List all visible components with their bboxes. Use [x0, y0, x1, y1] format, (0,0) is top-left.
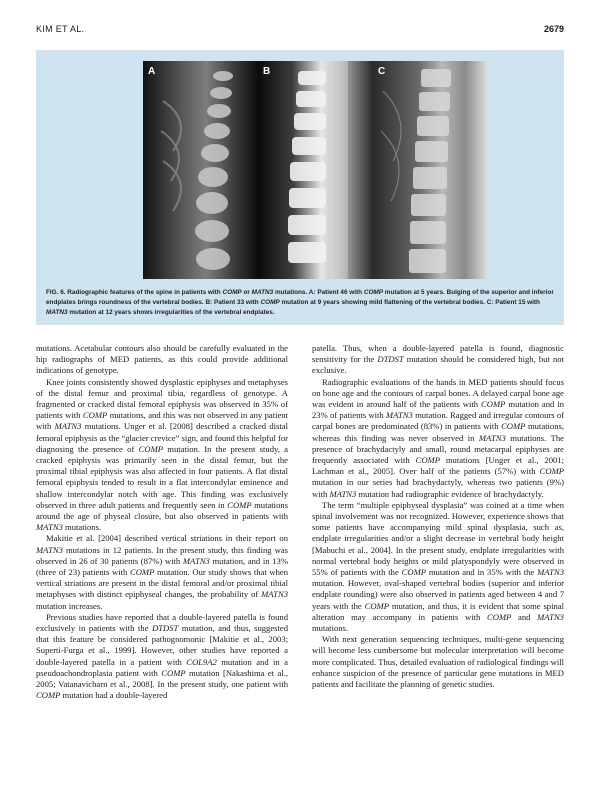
radiograph-panel-a: [143, 61, 258, 279]
text-run: mutations. The presence of brachydactyly and small, round metacarpal epiphyses are frequently associated with: [312, 432, 564, 466]
text-run: mutation at 5 years. Bulging of the superior and inferior endplates brings roundness of the vertebral bodies. B: Patient 33 with: [46, 289, 554, 306]
radiograph-panel-c: [373, 61, 488, 279]
text-run: mutation at 12 years shows irregularities of the vertebral endplates.: [67, 309, 275, 316]
italic-term: DTDST: [377, 354, 404, 365]
text-run: and: [511, 611, 538, 622]
italic-term: MATN3: [54, 421, 82, 432]
italic-term: COMP: [36, 690, 61, 701]
italic-term: MATN3: [329, 488, 357, 499]
italic-term: COMP: [364, 600, 389, 611]
italic-term: COMP: [227, 499, 252, 510]
panel-label-c: C: [378, 66, 386, 77]
text-run: mutation at 9 years showing mild flattening of the vertebral bodies. C: Patient 15 with: [279, 299, 540, 306]
page-number: 2679: [543, 24, 564, 34]
italic-term: MATN3: [261, 589, 288, 600]
body-paragraph: [36, 343, 288, 377]
italic-term: MATN3: [478, 432, 506, 443]
figure-caption: [46, 288, 554, 318]
running-header-authors: KIM ET AL.: [36, 24, 85, 34]
italic-term: MATN3: [182, 555, 210, 566]
italic-term: MATN3: [251, 289, 274, 296]
text-run: mutation should be considered high, but not exclusive.: [312, 354, 564, 376]
italic-term: COMP: [129, 567, 155, 578]
text-run: mutations.: [62, 522, 102, 533]
text-run: patella. Thus, when a double-layered patella is found, diagnostic sensitivity for the: [312, 343, 564, 365]
text-run: mutations in 12 patients. In the present study, this finding was observed in 26 of 30 patients (87%) with: [36, 544, 288, 566]
spine-radiograph-c-image: [373, 61, 488, 279]
italic-term: MATN3: [36, 522, 63, 533]
radiograph-panel-b: [258, 61, 373, 279]
italic-term: COMP: [415, 455, 440, 466]
text-run: mutations. Acetabular contours also should be carefully evaluated in the hip radiographs of MED patients, as this could provide additional indications of genotype.: [36, 343, 288, 376]
panel-label-a: A: [148, 66, 156, 77]
body-paragraph: [36, 377, 288, 534]
panel-label-b: B: [263, 66, 271, 77]
italic-term: COMP: [363, 289, 384, 296]
italic-term: COMP: [260, 299, 280, 306]
text-run: mutation [Nakashima et al., 2005; Vatanavicharn et al., 2008]. In the present study, one patient with: [36, 667, 288, 690]
text-run: mutation. Our study shows that when vertical striations are present in the distal femoral and/or proximal tibial metaphyses with distinct epiphyseal changes, the probability of: [36, 567, 288, 600]
italic-term: COMP: [487, 611, 512, 622]
italic-term: MATN3: [36, 544, 63, 555]
text-run: mutation had radiographic evidence of brachydactyly.: [356, 488, 544, 499]
text-run: mutations, and this was not observed in any patient with: [36, 410, 288, 432]
text-run: mutation and in a pseudoachondroplasia patient with: [36, 656, 288, 678]
text-run: mutation and in 23% of patients with: [312, 399, 564, 421]
text-run: mutation, and in 13% (three of 23) patients with: [36, 555, 288, 578]
italic-term: MATN3: [46, 309, 68, 316]
text-run: mutations.: [312, 623, 349, 634]
spine-radiograph-a-image: [143, 61, 258, 279]
text-run: mutations. A: Patient 46 with: [273, 289, 364, 296]
body-paragraph: [36, 612, 288, 702]
italic-term: COMP: [82, 410, 108, 421]
text-run: With next generation sequencing techniques, multi-gene sequencing will become less cumbersome but molecular interpretation will become more complicated. Thus, detailed evaluation of radiological findings will enhance suspicion of the presence of particular gene mutations in MED patients and facilitate the planning of genetic studies.: [312, 634, 564, 690]
text-run: mutations, whereas this finding was never observed in: [312, 421, 564, 443]
body-paragraph: [36, 533, 288, 611]
italic-term: COMP: [161, 667, 186, 678]
italic-term: COMP: [138, 443, 163, 454]
text-run: mutation. In the present study, a cracked epiphysis was primarily seen in the distal femur, but the proximal tibial epiphysis was also affected in four patients. A flat distal femoral epiphysis tended to result in a flat intercondylar eminence and shallow intercondylar notch with age. This finding was exclusively observed in three adult patients and frequently seen in: [36, 443, 289, 510]
body-paragraph: [312, 500, 564, 634]
body-paragraph: [312, 377, 564, 500]
text-run: mutation, and thus, it is evident that some spinal alteration may accompany in patients with: [312, 600, 564, 622]
italic-term: MATN3: [537, 567, 564, 578]
text-run: Knee joints consistently showed dysplastic epiphyses and metaphyses of the distal femur and proximal tibia, regardless of genotype. A fragmented or cracked distal femoral epiphysis was observed in 35% of patients with: [36, 376, 288, 421]
text-run: mutation. Ragged and irregular contours of carpal bones are predominated (83%) in patients with: [312, 410, 565, 432]
italic-term: DTDST: [152, 623, 179, 634]
italic-term: COMP: [539, 466, 564, 477]
spine-radiograph-b-image: [258, 61, 373, 279]
body-column-right: [312, 343, 564, 690]
body-paragraph: [312, 343, 564, 377]
italic-term: COMP: [481, 399, 506, 410]
text-run: mutation. However, oval-shaped vertebral bodies (superior and inferior endplate rounding) were also observed in patients aged between 4 and 7 years with the: [312, 578, 564, 611]
text-run: or: [241, 289, 252, 296]
italic-term: MATN3: [537, 611, 564, 622]
text-run: mutation had a double-layered: [60, 690, 168, 701]
italic-term: COL9A2: [186, 656, 217, 667]
text-run: Makitie et al. [2004] described vertical striations in their report on: [46, 533, 288, 544]
text-run: mutation in our series had brachydactyly, whereas two patients (9%) with: [312, 477, 564, 499]
text-run: mutation increases.: [36, 600, 103, 611]
text-run: mutation, and thus, suggested that this feature be considered pathognomonic [Makitie et al., 2003; Superti-Furga et al., 1999]. However, other studies have reported a double-layered patella in a patient with: [36, 623, 288, 667]
running-header: [36, 24, 564, 38]
text-run: The term “multiple epiphyseal dysplasia” was coined at a time when spinal involvement was not recognized. However, experience shows that some patients have accompanying mild spinal dysplasia, such as, endplate irregularities and/or a slight decrease in vertebral body height [Mabuchi et al., 2004]. In the present study, endplate irregularities with normal vertebral body heights or mild platyspondyly were observed in 55% of patients with the: [312, 499, 564, 578]
text-run: mutation and in 35% with the: [426, 567, 538, 578]
figure-6: [36, 50, 564, 325]
text-run: mutations. Unger et al. [2008] described a cracked distal femoral epiphysis as the “glacier crevice” sign, and found this helpful for diagnosing the presence of: [36, 421, 288, 454]
italic-term: MATN3: [385, 410, 413, 421]
text-run: Previous studies have reported that a double-layered patella is found exclusively in patients with the: [36, 611, 288, 634]
italic-term: COMP: [401, 567, 426, 578]
radiograph-strip: [143, 61, 488, 279]
body-column-left: [36, 343, 288, 702]
body-paragraph: [312, 634, 564, 690]
text-run: FIG. 6. Radiographic features of the spine in patients with: [46, 289, 223, 296]
text-run: mutations around the age of physeal closure, but also observed in patients with: [36, 499, 289, 522]
italic-term: COMP: [222, 289, 242, 296]
text-run: mutations [Unger et al., 2001; Lachman et al., 2005]. Over half of the patients (57%) with: [312, 455, 564, 477]
text-run: Radiographic evaluations of the hands in MED patients should focus on bone age and the contours of carpal bones. A delayed carpal bone age was evident in around half of the patients with: [312, 376, 564, 410]
italic-term: COMP: [501, 421, 526, 432]
